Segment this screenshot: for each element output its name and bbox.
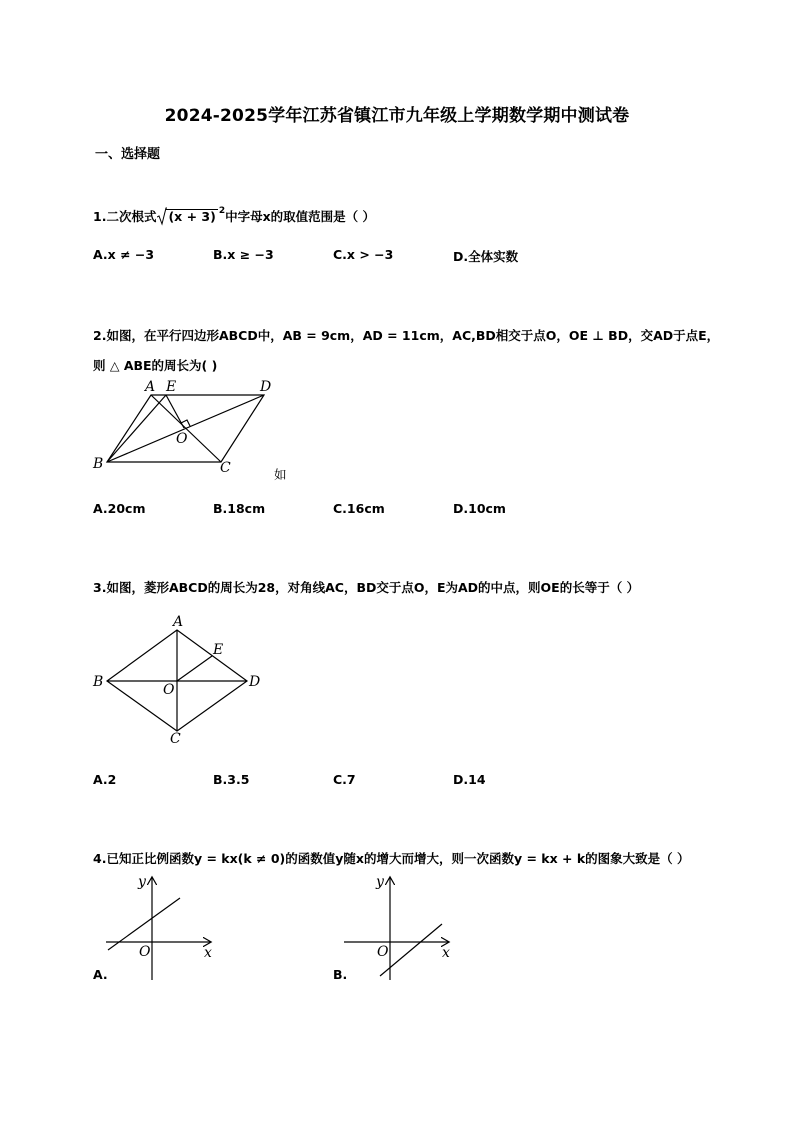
q3-label-o: O (163, 682, 175, 698)
q3-label-c: C (170, 731, 181, 747)
q4-option-b[interactable]: B. (333, 967, 348, 982)
question-1 (93, 206, 375, 225)
q2-label-e: E (166, 379, 177, 395)
q2-option-b[interactable]: B.18cm (213, 501, 266, 516)
q4b-label-x: x (442, 945, 450, 961)
q4b-label-y: y (376, 874, 384, 890)
q3-option-a[interactable]: A.2 (93, 772, 117, 787)
q4-graph-b (338, 872, 458, 984)
q3-segment-oe (177, 656, 212, 681)
q3-label-e: E (213, 642, 224, 658)
q2-label-o: O (176, 431, 188, 447)
q2-label-a: A (145, 379, 156, 395)
q2-segment-be (107, 395, 166, 462)
q1-option-d[interactable]: D.全体实数 (453, 249, 519, 264)
q4-graph-a (100, 872, 220, 984)
q2-label-b: B (93, 456, 104, 472)
q4-text: 4.已知正比例函数y = kx(k ≠ 0)的函数值y随x的增大而增大，则一次函数y = kx + k的图象大致是（ ） (93, 851, 690, 866)
q1-exponent: 2 (218, 206, 226, 216)
q1-option-c[interactable]: C.x > −3 (333, 247, 394, 262)
q2-option-d[interactable]: D.10cm (453, 501, 506, 516)
q1-radical (157, 209, 217, 224)
q2-text-line2: 则 △ ABE的周长为( ) (93, 358, 218, 373)
q1-option-a[interactable]: A.x ≠ −3 (93, 247, 155, 262)
q2-text-line1: 2.如图，在平行四边形ABCD中，AB = 9cm，AD = 11cm，AC,BD相交于点O，OE ⊥ BD，交AD于点E， (93, 328, 720, 343)
q2-label-c: C (220, 460, 231, 476)
q3-option-d[interactable]: D.14 (453, 772, 486, 787)
q4b-line (380, 924, 442, 976)
q1-text-after: 中字母x的取值范围是（ ） (225, 209, 376, 224)
q3-label-a: A (173, 614, 184, 630)
q4b-label-o: O (377, 944, 389, 960)
q3-label-d: D (249, 674, 261, 690)
q3-text: 3.如图，菱形ABCD的周长为28，对角线AC，BD交于点O，E为AD的中点，则OE的长等于（ ） (93, 580, 640, 595)
q3-option-c[interactable]: C.7 (333, 772, 356, 787)
q3-option-b[interactable]: B.3.5 (213, 772, 250, 787)
page-title: 2024-2025学年江苏省镇江市九年级上学期数学期中测试卷 (164, 106, 630, 126)
q4-option-a[interactable]: A. (93, 967, 108, 982)
radical-sign-icon (157, 206, 167, 226)
q2-parallelogram-figure (90, 376, 290, 476)
q2-label-d: D (260, 379, 272, 395)
q2-option-c[interactable]: C.16cm (333, 501, 385, 516)
q4a-label-o: O (139, 944, 151, 960)
q4a-label-x: x (204, 945, 212, 961)
q3-rhombus-figure (90, 612, 270, 747)
q1-text-before: 1.二次根式 (93, 209, 157, 224)
q2-diagonal-bd (107, 395, 264, 462)
q2-stray-text: 如 (274, 467, 287, 482)
q2-option-a[interactable]: A.20cm (93, 501, 146, 516)
q4a-label-y: y (138, 874, 146, 890)
q1-radicand: (x + 3) (168, 209, 216, 224)
q3-label-b: B (93, 674, 104, 690)
section-heading: 一、选择题 (95, 147, 161, 162)
q1-option-b[interactable]: B.x ≥ −3 (213, 247, 274, 262)
